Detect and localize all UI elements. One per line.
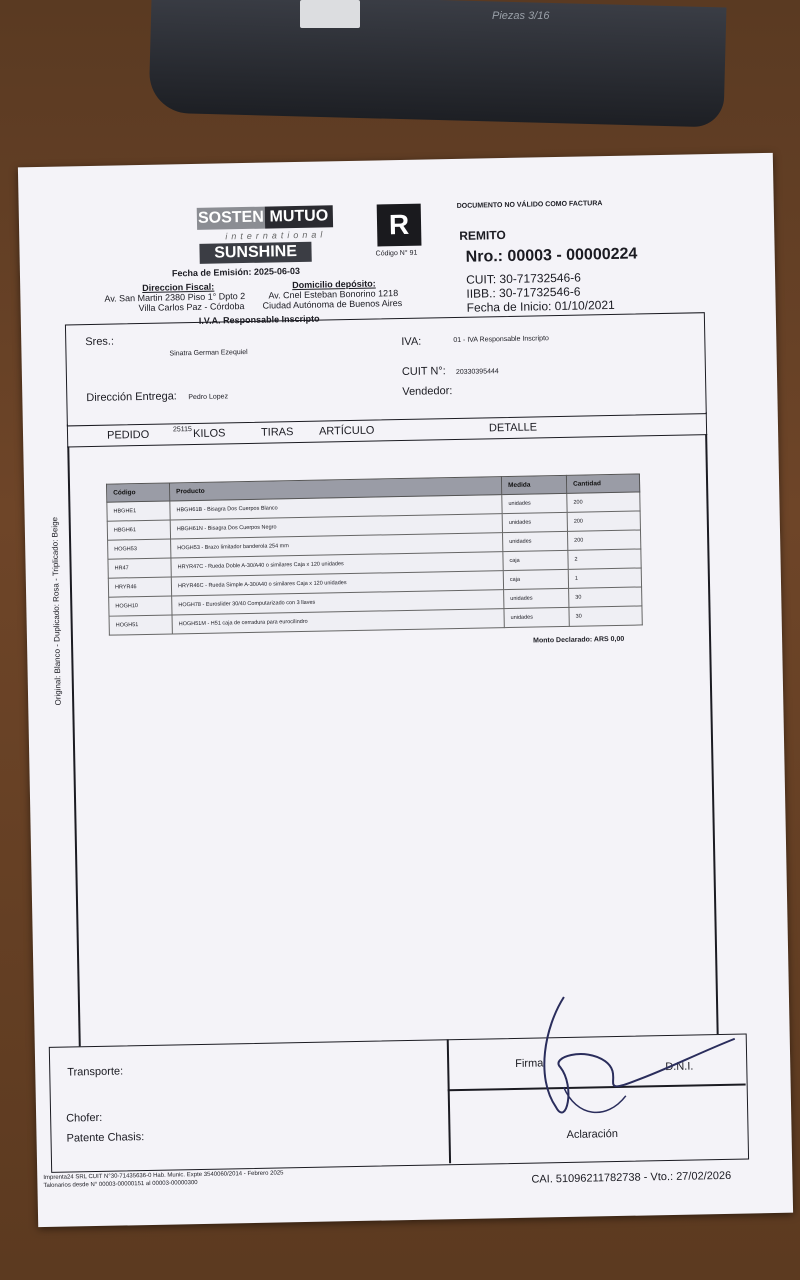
iva-condition: I.V.A. Responsable Inscripto [198,313,320,326]
cell-medida: unidades [502,512,567,532]
cuit-emisor: CUIT: 30-71732546-6 [466,270,581,287]
cell-codigo: HRYR46 [108,577,171,597]
doc-type: REMITO [459,227,506,243]
th-producto: Producto [169,477,501,501]
items-table [106,473,643,635]
deposito-label: Domicilio depósito: [292,278,376,291]
deposito-line1: Av. Cnel Esteban Bonorino 1218 [268,288,399,301]
logo-sosten-mutuo [197,205,333,230]
cell-codigo: HBGH61 [107,520,170,540]
th-medida: Medida [501,475,566,494]
stapler-label-sticker [300,0,360,28]
direccion-value: Pedro Lopez [188,393,229,402]
fecha-inicio: Fecha de Inicio: 01/10/2021 [466,297,615,315]
pedido-value: 25115 [172,426,192,434]
cell-medida: caja [503,550,568,570]
cell-cantidad: 2 [568,549,641,569]
logo-word-left: SOSTEN [197,207,265,230]
cell-cantidad: 1 [568,568,641,588]
fecha-emision: Fecha de Emisión: 2025-06-03 [171,265,301,279]
dir-fiscal-line1: Av. San Martin 2380 Piso 1° Dpto 2 [104,291,246,304]
imprenta-line2: Talonarios desde N° 00003-00000151 al 00003-00000300 [43,1180,198,1190]
cell-codigo: HR47 [108,558,171,578]
iva-value: 01 - IVA Responsable Inscripto [453,335,549,345]
col-articulo: ARTÍCULO [318,424,375,438]
cell-medida: caja [503,569,568,589]
cell-medida: unidades [504,588,569,608]
dir-fiscal-line2: Villa Carlos Paz - Córdoba [138,301,245,314]
patente-label: Patente Chasis: [66,1131,145,1145]
cell-producto: HOGH78 - Euroslider 30/40 Computarizado con 3 llaves [172,590,504,615]
stapler-text: Piezas 3/16 [492,10,550,22]
cell-producto: HBGH61N - Bisagra Dos Cuerpos Negro [170,514,502,539]
cell-medida: unidades [502,493,567,513]
dni-label: D.N.I. [665,1060,694,1074]
vendedor-label: Vendedor: [402,385,453,399]
client-box [65,312,707,426]
col-detalle: DETALLE [488,421,538,435]
cell-cantidad: 30 [569,587,642,607]
cell-cantidad: 200 [567,511,640,531]
monto-declarado: Monto Declarado: ARS 0,00 [533,635,625,645]
logo-sunshine: SUNSHINE [199,242,311,264]
iva-label: IVA: [401,335,422,349]
iibb-emisor: IIBB.: 30-71732546-6 [466,284,581,301]
sres-value: Sinatra German Ezequiel [169,348,248,358]
th-codigo: Código [106,483,169,502]
logo-word-right: MUTUO [265,205,333,228]
body-right-border [705,434,718,1034]
cell-cantidad: 30 [569,606,642,626]
dir-fiscal-label: Direccion Fiscal: [142,281,215,293]
body-left-border [67,446,80,1046]
cell-producto: HOGH51M - H51 caja de cerradura para eurocilindro [172,609,504,634]
cell-producto: HRYR47C - Rueda Doble A-30/A40 o similares Caja x 120 unidades [171,552,503,577]
cuit-label: CUIT N°: [401,365,446,379]
transporte-label: Transporte: [67,1065,124,1079]
remito-document [18,153,793,1227]
col-tiras: TIRAS [260,426,294,439]
doc-letter-box: R [377,204,422,247]
logo-subtitle: international [225,229,327,242]
cell-producto: HOGH53 - Brazo limitador banderola 254 mm [171,533,503,558]
col-pedido: PEDIDO [106,428,150,442]
cell-producto: HRYR46C - Rueda Simple A-30/A40 o similares Caja x 120 unidades [171,571,503,596]
sres-label: Sres.: [85,335,115,349]
no-valido-label: DOCUMENTO NO VÁLIDO COMO FACTURA [456,200,603,210]
firma-label: Firma [515,1057,544,1070]
direccion-label: Dirección Entrega: [86,390,177,405]
cell-medida: unidades [504,607,569,627]
doc-number: Nro.: 00003 - 00000224 [465,245,638,266]
col-kilos: KILOS [192,427,226,441]
cell-codigo: HOGH10 [109,596,172,616]
cuit-value: 20330395444 [455,368,499,376]
cell-cantidad: 200 [567,530,640,550]
handwritten-signature [504,984,747,1139]
codigo-label: Código N° 91 [375,249,418,258]
cell-medida: unidades [502,531,567,551]
imprenta-line1: Imprenta24 SRL CUIT N°30-71435636-0 Hab. Munic. Expte 3540060/2014 - Febrero 2025 [43,1170,284,1182]
cell-codigo: HOGH53 [108,539,171,559]
copy-color-note: Original: Blanco - Duplicado: Rosa - Triplicado: Beige [50,516,63,706]
cell-cantidad: 200 [567,492,640,512]
cell-codigo: HOGH51 [109,615,172,635]
stapler [149,0,727,128]
aclaracion-label: Aclaración [566,1128,619,1141]
chofer-label: Chofer: [66,1111,103,1125]
deposito-line2: Ciudad Autónoma de Buenos Aires [262,297,403,311]
cell-codigo: HBGHE1 [107,501,170,521]
cai-label: CAI. 51096211782738 - Vto.: 27/02/2026 [531,1169,732,1186]
th-cantidad: Cantidad [566,474,639,493]
cell-producto: HBGH61B - Bisagra Dos Cuerpos Blanco [170,495,502,520]
